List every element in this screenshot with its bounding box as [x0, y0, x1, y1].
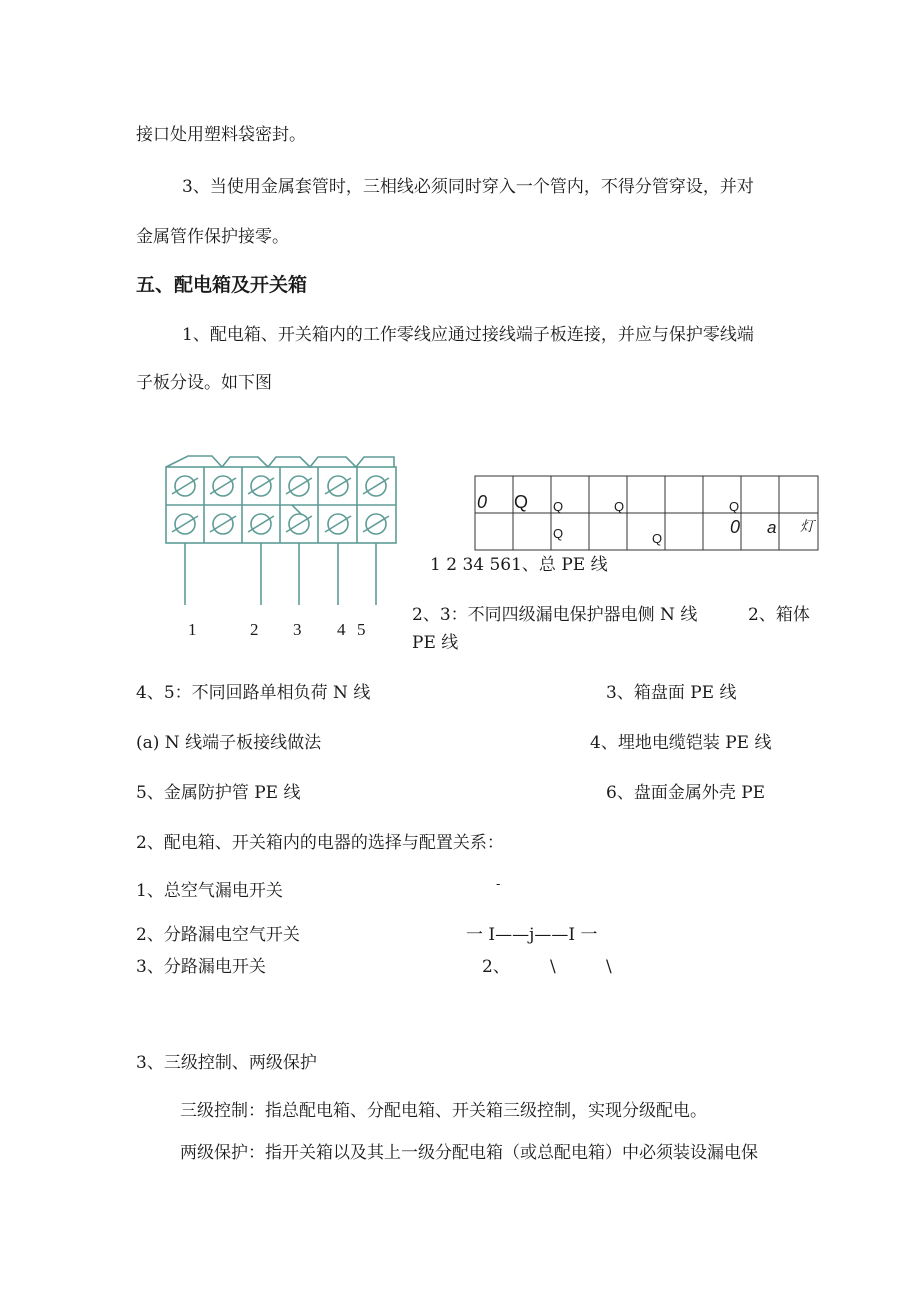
legend-line4-right: 6、盘面金属外壳 PE — [606, 783, 766, 803]
pe-terminal-table — [474, 475, 820, 553]
section2-title: 2、配电箱、开关箱内的电器的选择与配置关系： — [136, 833, 504, 853]
legend-line4-left: 5、金属防护管 PE 线 — [136, 783, 301, 803]
paragraph-terminal-line2: 子板分设。如下图 — [136, 373, 272, 393]
section2-item1: 1、总空气漏电开关 — [136, 881, 283, 901]
wire-label-5: 5 — [357, 620, 366, 639]
cell-r2-2: Q — [652, 531, 663, 546]
section3-title: 3、三级控制、两级保护 — [136, 1053, 317, 1073]
cell-r1-4: Q — [614, 499, 625, 514]
cell-r1-2: Q — [514, 492, 529, 512]
legend-line3-left: (a) N 线端子板接线做法 — [136, 733, 322, 753]
section2-item1-mark: - — [496, 877, 501, 892]
section2-item3: 3、分路漏电开关 — [136, 957, 266, 977]
wire-label-1: 1 — [188, 620, 197, 639]
wire-label-2: 2 — [250, 620, 259, 639]
section3-control-paragraph: 三级控制：指总配电箱、分配电箱、开关箱三级控制，实现分级配电。 — [180, 1101, 707, 1121]
section3-protection-paragraph: 两级保护：指开关箱以及其上一级分配电箱（或总配电箱）中必须装设漏电保 — [180, 1143, 758, 1163]
top-bus-connector — [166, 456, 394, 467]
cell-r2-5: 灯 — [800, 518, 814, 534]
legend-line2-left: 4、5：不同回路单相负荷 N 线 — [136, 683, 371, 703]
section2-item3-mark2: \ — [550, 957, 556, 977]
section2-item2: 2、分路漏电空气开关 — [136, 925, 300, 945]
pe-table-caption: 1 2 34 561、总 PE 线 — [430, 555, 608, 575]
section2-item3-mark1: 2、 — [482, 957, 510, 977]
cell-r1-1: 0 — [477, 492, 488, 512]
section2-item3-mark3: \ — [606, 957, 612, 977]
legend-line1b: PE 线 — [412, 633, 459, 653]
terminal-board-figure — [150, 445, 410, 645]
paragraph-terminal-line1: 1、配电箱、开关箱内的工作零线应通过接线端子板连接，并应与保护零线端 — [182, 325, 754, 345]
legend-line2-right: 3、箱盘面 PE 线 — [606, 683, 737, 703]
legend-line3-right: 4、埋地电缆铠装 PE 线 — [590, 733, 772, 753]
wire-label-4: 4 — [337, 620, 346, 639]
cell-r1-5: Q — [729, 499, 740, 514]
paragraph-sealing: 接口处用塑料袋密封。 — [136, 125, 306, 145]
cell-r1-3: Q — [553, 499, 564, 514]
section2-item2-mark: 一 I——j——I 一 — [466, 925, 598, 945]
cell-r2-3: 0 — [730, 517, 741, 537]
legend-line1-right: 2、箱体 — [748, 605, 810, 625]
cell-r2-4: a — [767, 518, 777, 537]
paragraph-metal-conduit-line1: 3、当使用金属套管时，三相线必须同时穿入一个管内，不得分管穿设，并对 — [182, 177, 754, 197]
legend-line1: 2、3：不同四级漏电保护器电侧 N 线 — [412, 605, 698, 625]
wire-label-3: 3 — [293, 620, 302, 639]
cell-r2-1: Q — [553, 526, 564, 541]
section-heading: 五、配电箱及开关箱 — [136, 274, 308, 296]
paragraph-metal-conduit-line2: 金属管作保护接零。 — [136, 227, 289, 247]
